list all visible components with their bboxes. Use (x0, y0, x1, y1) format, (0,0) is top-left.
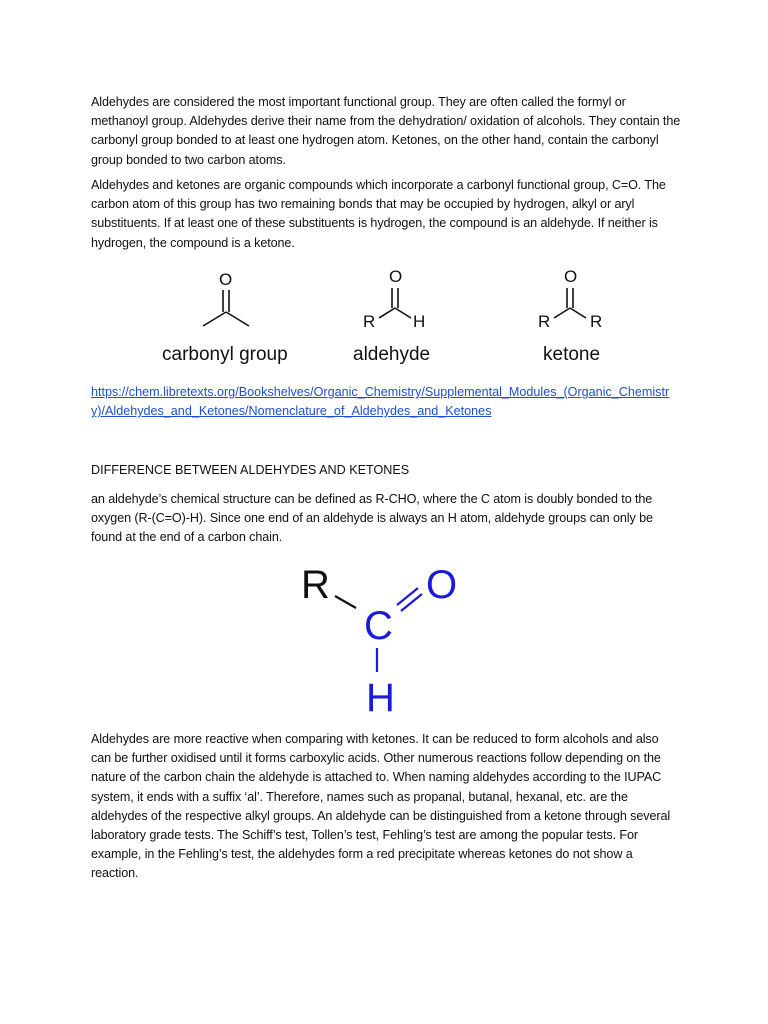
definition-paragraph: Aldehydes and ketones are organic compounds which incorporate a carbonyl functional group, C=O. The carbon atom of this group has two remaining bonds that may be occupied by hydrogen, alkyl or aryl substituents. If at least one of these substituents is hydrogen, the compound is an aldehyde. If neither is hydrogen, the compound is a ketone. (91, 178, 666, 250)
carbonyl-structures-figure (150, 262, 620, 372)
source-link[interactable]: https://chem.libretexts.org/Bookshelves/Organic_Chemistry/Supplemental_Modules_(Organic_Chemistry)/Aldehydes_and_Ketones/Nomenclature_of_Aldehydes_and_Ketones (91, 385, 670, 419)
ketone-r-atom-right: R (590, 312, 603, 331)
aldehyde-oxygen-atom: O (389, 267, 403, 286)
intro-paragraph: Aldehydes are considered the most important functional group. They are often called the formyl or methanoyl group. Aldehydes derive their name from the dehydration/ oxidation of alcohols. They contain the carbonyl group bonded to at least one hydrogen atom. Ketones, on the other hand, contain the carbonyl group bonded to two carbon atoms. (91, 95, 681, 167)
carbonyl-group-label: carbonyl group (162, 344, 288, 365)
carbonyl-oxygen-atom: O (219, 270, 233, 289)
section-heading: DIFFERENCE BETWEEN ALDEHYDES AND KETONES (91, 463, 410, 477)
aldehyde-structure-paragraph: an aldehyde’s chemical structure can be defined as R-CHO, where the C atom is doubly bonded to the oxygen (R-(C=O)-H). Since one end of an aldehyde is always an H atom, aldehyde groups can only be found at the end of a carbon chain. (91, 492, 653, 545)
oxygen-atom: O (426, 563, 458, 607)
aldehyde-structure-figure (290, 560, 480, 725)
aldehyde-r-atom: R (363, 312, 376, 331)
ketone-r-atom-left: R (538, 312, 551, 331)
aldehyde-label: aldehyde (353, 344, 431, 365)
carbon-atom: C (364, 604, 393, 648)
ketone-label: ketone (543, 344, 601, 365)
ketone-oxygen-atom: O (564, 267, 578, 286)
aldehyde-h-atom: H (413, 312, 426, 331)
hydrogen-atom: H (366, 676, 395, 720)
r-group-atom: R (301, 563, 330, 607)
reactivity-paragraph: Aldehydes are more reactive when comparing with ketones. It can be reduced to form alcohols and also can be further oxidised until it forms carboxylic acids. Other numerous reactions follow depending on the nature of the carbon chain the aldehyde is attached to. When naming aldehydes according to the IUPAC system, it ends with a suffix ‘al’. Therefore, names such as propanal, butanal, hexanal, etc. are the aldehydes of the respective alkyl groups. An aldehyde can be distinguished from a ketone through several laboratory grade tests. The Schiff’s test, Tollen’s test, Fehling’s test are among the popular tests. For example, in the Fehling’s test, the aldehydes form a red precipitate whereas ketones do not show a reaction. (91, 732, 671, 881)
